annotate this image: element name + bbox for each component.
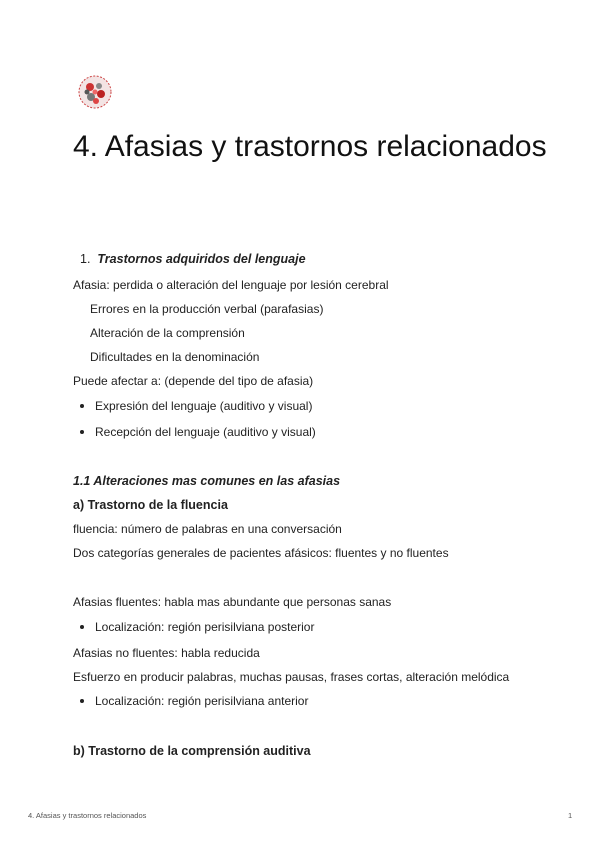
bullet-dot <box>80 430 84 434</box>
section-1-heading-text: Trastornos adquiridos del lenguaje <box>97 252 306 266</box>
brain-logo-icon <box>78 75 112 109</box>
indented-line: Errores en la producción verbal (parafasias) <box>90 302 324 316</box>
nonfluent-detail: Esfuerzo en producir palabras, muchas pausas, frases cortas, alteración melódica <box>73 670 510 684</box>
bullet-dot <box>80 699 84 703</box>
fluent-aphasias: Afasias fluentes: habla mas abundante que personas sanas <box>73 595 392 609</box>
bullet-dot <box>80 404 84 408</box>
nonfluent-aphasias: Afasias no fluentes: habla reducida <box>73 646 260 660</box>
aphasia-definition: Afasia: perdida o alteración del lenguaje por lesión cerebral <box>73 278 389 292</box>
section-1-1-heading: 1.1 Alteraciones mas comunes en las afasias <box>73 474 341 488</box>
list-item: Recepción del lenguaje (auditivo y visual) <box>95 425 316 439</box>
page-number: 1 <box>568 811 573 820</box>
page-title: 4. Afasias y trastornos relacionados <box>73 130 547 163</box>
fluency-definition: fluencia: número de palabras en una conversación <box>73 522 342 536</box>
subsection-b-heading: b) Trastorno de la comprensión auditiva <box>73 744 311 758</box>
list-item: Localización: región perisilviana anterior <box>95 694 309 708</box>
bullet-dot <box>80 625 84 629</box>
section-1-heading <box>80 251 306 267</box>
affects-line: Puede afectar a: (depende del tipo de afasia) <box>73 374 314 388</box>
footer-title: 4. Afasias y trastornos relacionados <box>28 811 147 820</box>
indented-line: Dificultades en la denominación <box>90 350 260 364</box>
subsection-a-heading: a) Trastorno de la fluencia <box>73 498 228 512</box>
list-item: Localización: región perisilviana posterior <box>95 620 315 634</box>
section-1-number: 1. <box>80 252 91 266</box>
list-item: Expresión del lenguaje (auditivo y visual) <box>95 399 313 413</box>
indented-line: Alteración de la comprensión <box>90 326 245 340</box>
categories-line: Dos categorías generales de pacientes afásicos: fluentes y no fluentes <box>73 546 449 560</box>
